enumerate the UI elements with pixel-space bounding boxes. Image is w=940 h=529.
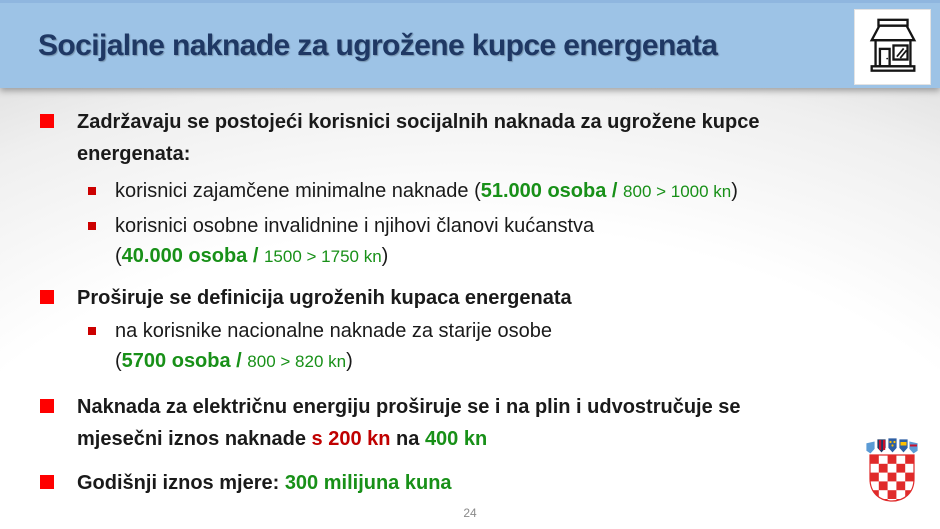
text-segment: ) [381,245,389,267]
bullet-line [115,346,552,377]
bullet-text [77,106,759,170]
bullet-line: energenata: [77,143,191,165]
text-segment: mjesečni iznos naknade [77,428,312,450]
text-segment: ) [731,180,738,202]
red-square-bullet-icon [40,399,54,413]
bullet-line: Zadržavaju se postojeći korisnici socijalnih naknada za ugrožene kupce [77,111,760,133]
red-square-sub-bullet-icon [88,327,96,335]
slide-title: Socijalne naknade za ugrožene kupce energenata [38,28,718,62]
sub-bullet-item-3 [40,316,920,377]
highlight-green-small: 800 > 1000 kn [623,182,732,201]
highlight-green-bold: 400 kn [424,428,488,450]
highlight-green-small: 1500 > 1750 kn [263,247,382,266]
page-number: 24 [463,506,477,520]
slide-header [0,0,940,88]
text-segment: ( [115,350,122,372]
highlight-green-bold: 5700 osoba / [121,350,248,372]
croatia-coat-of-arms [859,435,925,507]
text-segment: korisnici zajamčene minimalne naknade ( [115,180,481,202]
text-segment: na [390,428,425,450]
text-segment: Godišnji iznos mjere: [77,472,285,494]
highlight-green-small: 800 > 820 kn [247,352,347,371]
highlight-green-bold: 40.000 osoba / [121,245,264,267]
sub-bullet-item-1 [40,176,920,207]
bullet-line: korisnici osobne invalidnine i njihovi članovi kućanstva [115,215,595,237]
bullet-item-3 [40,391,920,455]
storefront-icon-box [854,9,931,85]
highlight-red-bold: s 200 kn [311,428,391,450]
bullet-line: Proširuje se definicija ugroženih kupaca energenata [77,287,572,309]
sub-bullet-text [115,211,594,272]
storefront-icon [862,14,924,81]
bullet-text [77,467,452,499]
sub-bullet-text [115,176,738,207]
text-segment: ( [115,245,122,267]
red-square-bullet-icon [40,475,54,489]
sub-bullet-text [115,316,552,377]
text-segment: ) [346,350,353,372]
highlight-green-bold: 51.000 osoba / [480,180,624,202]
bullet-line [115,241,594,272]
bullet-text [77,282,572,314]
slide-body [40,106,920,499]
bullet-line [115,176,738,207]
bullet-item-2 [40,282,920,314]
sub-bullet-item-2 [40,211,920,272]
red-square-sub-bullet-icon [88,222,96,230]
red-square-bullet-icon [40,290,54,304]
red-square-bullet-icon [40,114,54,128]
bullet-line: na korisnike nacionalne naknade za starije osobe [115,320,552,342]
bullet-text [77,391,741,455]
bullet-item-1 [40,106,920,170]
bullet-item-4 [40,467,920,499]
bullet-line [77,467,452,499]
red-square-sub-bullet-icon [88,187,96,195]
bullet-line [77,423,741,455]
highlight-green-bold: 300 milijuna kuna [284,472,452,494]
bullet-line: Naknada za električnu energiju proširuje se i na plin i udvostručuje se [77,396,741,418]
